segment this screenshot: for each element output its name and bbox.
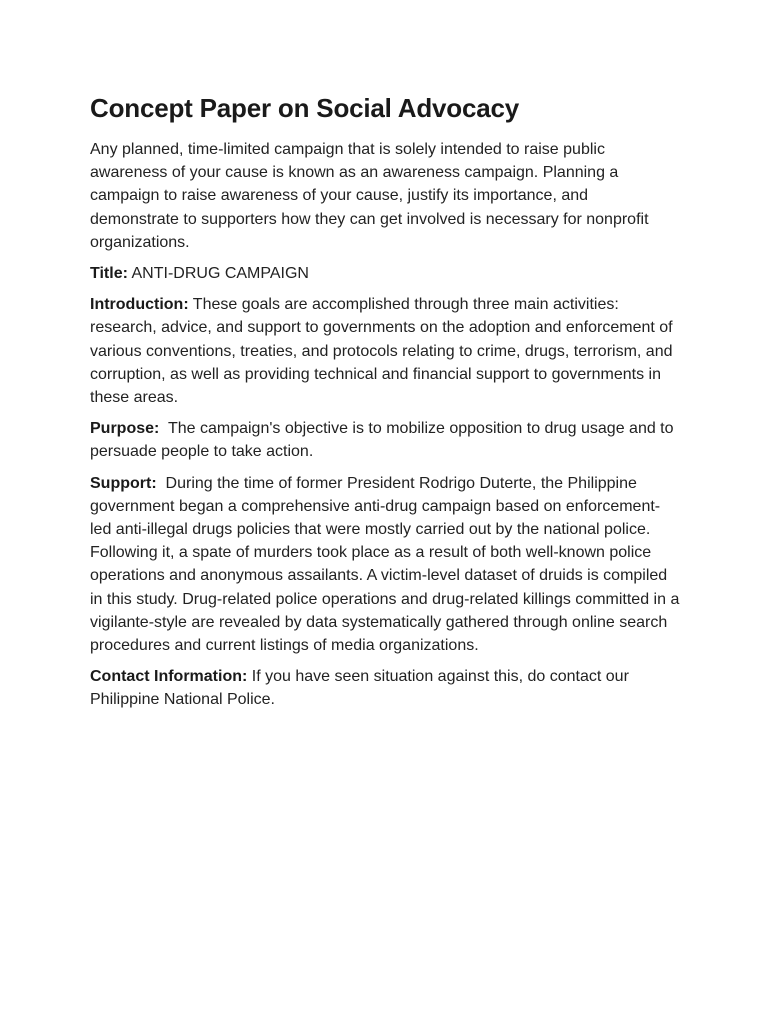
support-label: Support:: [90, 474, 157, 492]
contact-text: If you have seen situation against this, do contact our Philippine National Police.: [90, 668, 634, 709]
contact-label: Contact Information:: [90, 668, 248, 686]
support-section: [90, 472, 684, 658]
title-field-label: Title:: [90, 265, 128, 283]
support-text: During the time of former President Rodrigo Duterte, the Philippine government began a comprehensive anti-drug campaign based on enforcement-led anti-illegal drugs policies that were mostly carried out by the national police. Following it, a spate of murders took place as a result of both well-known police operations and anonymous assailants. A victim-level dataset of druids is compiled in this study. Drug-related police operations and drug-related killings committed in a vigilante-style are revealed by data systematically gathered through online search procedures and current listings of media organizations.: [90, 474, 684, 655]
document-title: Concept Paper on Social Advocacy: [90, 93, 519, 123]
title-field-text: ANTI-DRUG CAMPAIGN: [127, 265, 309, 283]
purpose-text: The campaign's objective is to mobilize opposition to drug usage and to persuade people to take action.: [90, 420, 678, 461]
intro-paragraph: Any planned, time-limited campaign that is solely intended to raise public awareness of your cause is known as an awareness campaign. Planning a campaign to raise awareness of your cause, justify its importance, and demonstrate to supporters how they can get involved is necessary for nonprofit organizations.: [90, 141, 649, 251]
purpose-label: Purpose:: [90, 420, 160, 438]
introduction-label: Introduction:: [90, 296, 189, 314]
document-page: [90, 88, 684, 720]
title-field: [90, 262, 680, 285]
contact-section: [90, 665, 680, 711]
introduction-section: [90, 293, 680, 409]
purpose-section: [90, 417, 680, 463]
introduction-text: These goals are accomplished through three main activities: research, advice, and support to governments on the adoption and enforcement of various conventions, treaties, and protocols relating to crime, drugs, terrorism, and corruption, as well as providing technical and financial support to governments in these areas.: [90, 296, 678, 407]
